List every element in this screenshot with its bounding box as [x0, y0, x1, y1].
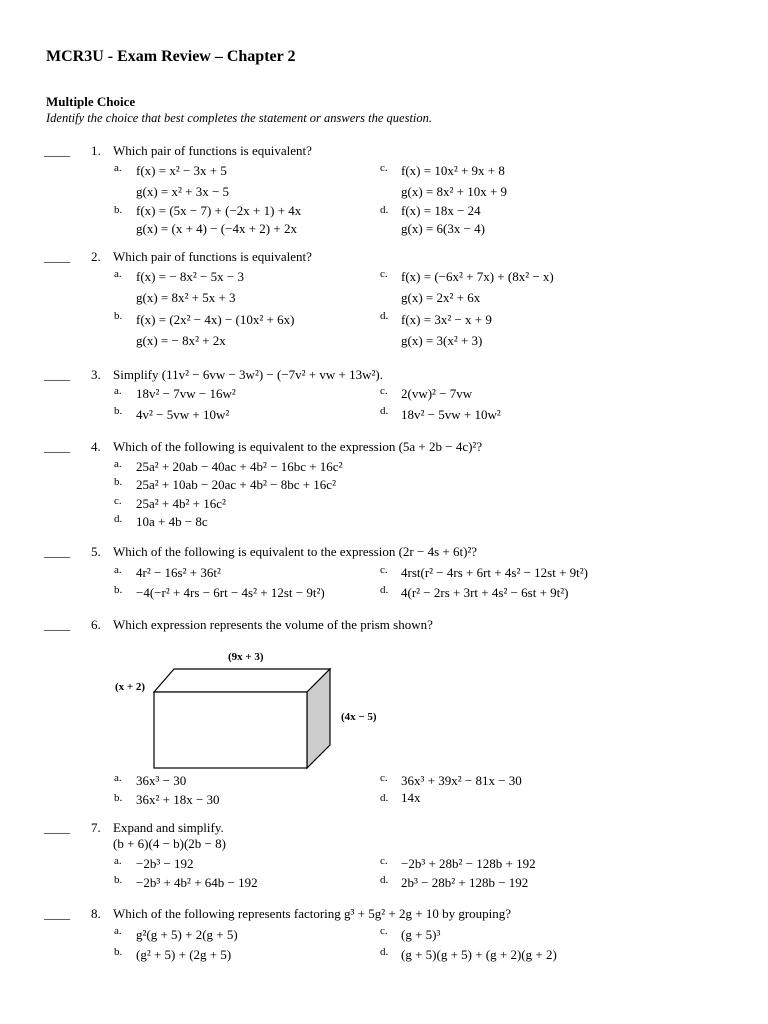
prism-width-label: (4x − 5) — [341, 711, 377, 723]
option-label[interactable]: d. — [380, 874, 389, 886]
option-text: f(x) = − 8x² − 5x − 3 — [136, 269, 244, 284]
option-label[interactable]: b. — [114, 204, 123, 216]
option-text: −2b³ + 4b² + 64b − 192 — [136, 875, 258, 890]
prism-front-face — [154, 692, 307, 768]
section-heading: Multiple Choice — [46, 94, 136, 109]
option-text: g(x) = 2x² + 6x — [401, 290, 481, 305]
option-text: g(x) = 8x² + 10x + 9 — [401, 184, 508, 199]
option-text: 25a² + 4b² + 16c² — [136, 496, 226, 511]
question-number: 7. — [91, 820, 101, 835]
option-label[interactable]: b. — [114, 310, 123, 322]
option-label[interactable]: d. — [114, 513, 123, 525]
option-label[interactable]: c. — [380, 268, 388, 280]
option-text: 25a² + 20ab − 40ac + 4b² − 16bc + 16c² — [136, 459, 343, 474]
option-text: (g + 5)(g + 5) + (g + 2)(g + 2) — [401, 947, 557, 962]
option-text: g(x) = x² + 3x − 5 — [136, 184, 230, 199]
answer-blank[interactable]: ____ — [44, 820, 70, 835]
option-label[interactable]: a. — [114, 925, 122, 937]
option-label[interactable]: a. — [114, 458, 122, 470]
option-label[interactable]: d. — [380, 946, 389, 958]
question-number: 3. — [91, 367, 101, 382]
option-label[interactable]: b. — [114, 584, 123, 596]
question-text: Which expression represents the volume of the prism shown? — [113, 617, 433, 632]
prism-top-face — [154, 669, 330, 692]
answer-blank[interactable]: ____ — [44, 544, 70, 559]
option-text: −4(−r² + 4rs − 6rt − 4s² + 12st − 9t²) — [136, 585, 325, 600]
option-label[interactable]: c. — [380, 385, 388, 397]
option-label[interactable]: d. — [380, 792, 389, 804]
question-number: 2. — [91, 249, 101, 264]
prism-height-label: (x + 2) — [115, 681, 146, 693]
answer-blank[interactable]: ____ — [44, 143, 70, 158]
option-text: g(x) = (x + 4) − (−4x + 2) + 2x — [136, 221, 297, 236]
option-text: f(x) = 3x² − x + 9 — [401, 312, 492, 327]
option-text: g(x) = 8x² + 5x + 3 — [136, 290, 236, 305]
option-text: 36x² + 18x − 30 — [136, 792, 220, 807]
option-text: (g + 5)³ — [401, 927, 441, 942]
answer-blank[interactable]: ____ — [44, 906, 70, 921]
question-text: Which pair of functions is equivalent? — [113, 143, 312, 158]
option-text: 10a + 4b − 8c — [136, 514, 208, 529]
option-label[interactable]: d. — [380, 405, 389, 417]
option-label[interactable]: c. — [380, 855, 388, 867]
option-text: g(x) = − 8x² + 2x — [136, 333, 226, 348]
option-text: 25a² + 10ab − 20ac + 4b² − 8bc + 16c² — [136, 477, 336, 492]
option-label[interactable]: b. — [114, 874, 123, 886]
option-label[interactable]: c. — [114, 495, 122, 507]
option-label[interactable]: a. — [114, 162, 122, 174]
option-text: 4(r² − 2rs + 3rt + 4s² − 6st + 9t²) — [401, 585, 569, 600]
option-label[interactable]: d. — [380, 310, 389, 322]
question-text: Which of the following is equivalent to the expression (5a + 2b − 4c)²? — [113, 439, 483, 454]
option-label[interactable]: c. — [380, 564, 388, 576]
question-number: 1. — [91, 143, 101, 158]
option-label[interactable]: a. — [114, 385, 122, 397]
option-text: f(x) = (−6x² + 7x) + (8x² − x) — [401, 269, 554, 284]
option-text: g²(g + 5) + 2(g + 5) — [136, 927, 238, 942]
option-label[interactable]: a. — [114, 268, 122, 280]
option-label[interactable]: a. — [114, 564, 122, 576]
option-text: 18v² − 7vw − 16w² — [136, 386, 236, 401]
question-number: 5. — [91, 544, 101, 559]
option-text: f(x) = (2x² − 4x) − (10x² + 6x) — [136, 312, 295, 327]
instructions: Identify the choice that best completes the statement or answers the question. — [46, 111, 433, 125]
question-text: Expand and simplify. — [113, 820, 224, 835]
option-text: f(x) = 18x − 24 — [401, 203, 481, 218]
option-text: 4v² − 5vw + 10w² — [136, 407, 230, 422]
option-label[interactable]: b. — [114, 476, 123, 488]
option-text: 4rst(r² − 4rs + 6rt + 4s² − 12st + 9t²) — [401, 565, 589, 580]
option-label[interactable]: d. — [380, 584, 389, 596]
option-label[interactable]: c. — [380, 162, 388, 174]
option-text: 14x — [401, 790, 421, 805]
option-text: g(x) = 3(x² + 3) — [401, 333, 483, 348]
option-text: −2b³ + 28b² − 128b + 192 — [401, 856, 536, 871]
answer-blank[interactable]: ____ — [44, 439, 70, 454]
answer-blank[interactable]: ____ — [44, 249, 70, 264]
option-text: f(x) = 10x² + 9x + 8 — [401, 163, 505, 178]
question-expression: (b + 6)(4 − b)(2b − 8) — [113, 836, 226, 851]
option-label[interactable]: b. — [114, 792, 123, 804]
option-text: f(x) = x² − 3x + 5 — [136, 163, 227, 178]
option-label[interactable]: d. — [380, 204, 389, 216]
question-number: 4. — [91, 439, 101, 454]
option-text: 36x³ + 39x² − 81x − 30 — [401, 773, 522, 788]
prism-length-label: (9x + 3) — [228, 651, 264, 663]
option-label[interactable]: c. — [380, 925, 388, 937]
option-text: g(x) = 6(3x − 4) — [401, 221, 485, 236]
option-text: f(x) = (5x − 7) + (−2x + 1) + 4x — [136, 203, 302, 218]
option-text: (g² + 5) + (2g + 5) — [136, 947, 232, 962]
option-text: 36x³ − 30 — [136, 773, 187, 788]
option-label[interactable]: a. — [114, 772, 122, 784]
option-label[interactable]: a. — [114, 855, 122, 867]
option-text: 2b³ − 28b² + 128b − 192 — [401, 875, 529, 890]
option-label[interactable]: b. — [114, 405, 123, 417]
question-number: 8. — [91, 906, 101, 921]
option-text: 4r² − 16s² + 36t² — [136, 565, 221, 580]
question-text: Which pair of functions is equivalent? — [113, 249, 312, 264]
answer-blank[interactable]: ____ — [44, 617, 70, 632]
answer-blank[interactable]: ____ — [44, 367, 70, 382]
question-number: 6. — [91, 617, 101, 632]
option-label[interactable]: c. — [380, 772, 388, 784]
option-text: 18v² − 5vw + 10w² — [401, 407, 501, 422]
question-text: Which of the following represents factoring g³ + 5g² + 2g + 10 by grouping? — [113, 906, 512, 921]
option-text: 2(vw)² − 7vw — [401, 386, 473, 401]
question-text: Simplify (11v² − 6vw − 3w²) − (−7v² + vw + 13w²). — [113, 367, 383, 382]
page-title: MCR3U - Exam Review – Chapter 2 — [46, 48, 296, 65]
option-label[interactable]: b. — [114, 946, 123, 958]
option-text: −2b³ − 192 — [136, 856, 194, 871]
question-text: Which of the following is equivalent to the expression (2r − 4s + 6t)²? — [113, 544, 478, 559]
